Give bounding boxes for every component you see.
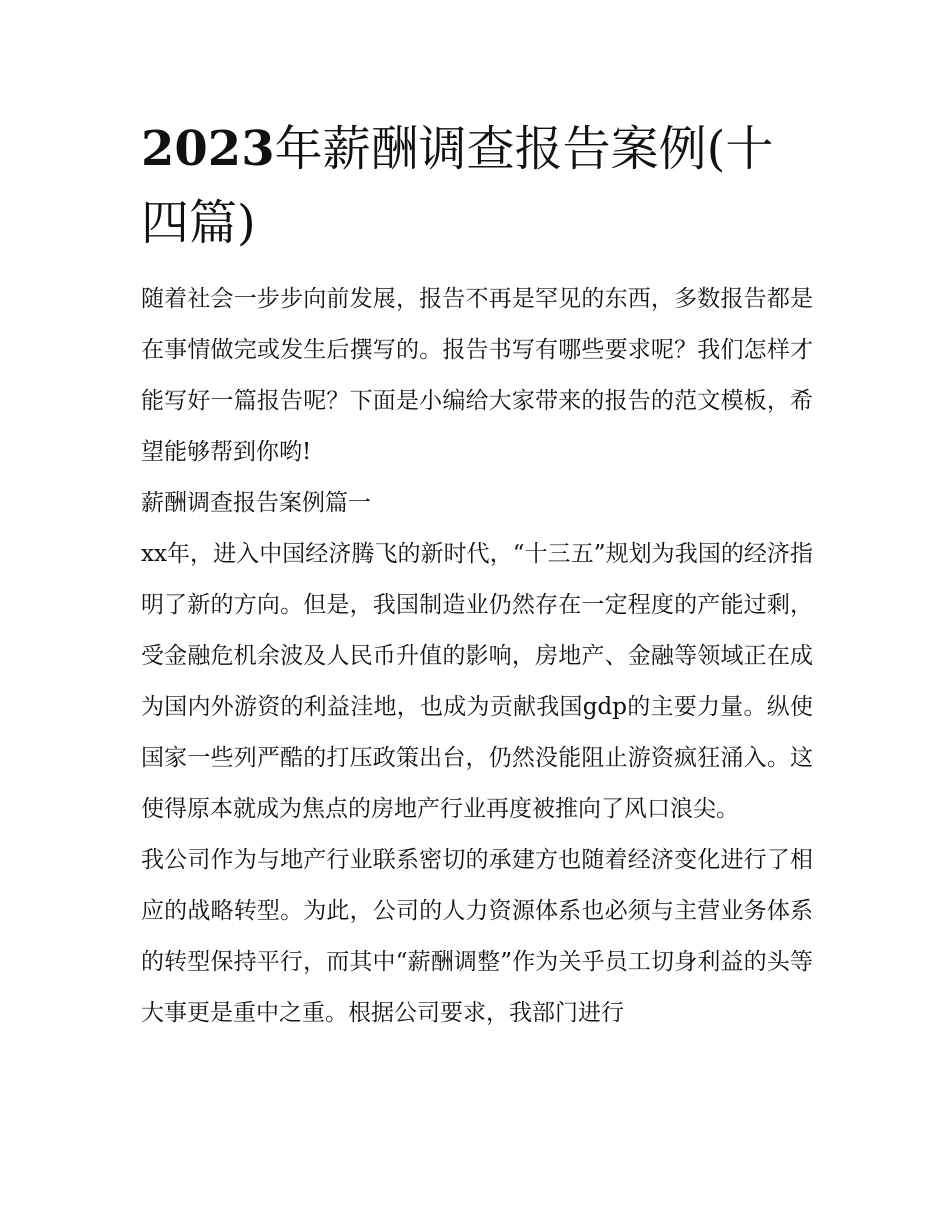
- body-paragraph-2: 我公司作为与地产行业联系密切的承建方也随着经济变化进行了相应的战略转型。为此，公司的人力资源体系也必须与主营业务体系的转型保持平行，而其中“薪酬调整”作为关乎员工切身利益的头等大事更是重中之重。根据公司要求，我部门进行: [141, 847, 813, 1026]
- intro-paragraph: 随着社会一步步向前发展，报告不再是罕见的东西，多数报告都是在事情做完或发生后撰写的。报告书写有哪些要求呢？我们怎样才能写好一篇报告呢？下面是小编给大家带来的报告的范文模板，希望能够帮到你哟!: [141, 286, 813, 465]
- document-title: [141, 112, 813, 260]
- title-text: 年薪酬调查报告案例(十四篇): [141, 121, 774, 251]
- title-year: 2023: [141, 121, 275, 177]
- section-heading: 薪酬调查报告案例篇一: [141, 490, 371, 516]
- body-paragraph-1: xx年，进入中国经济腾飞的新时代，“十三五”规划为我国的经济指明了新的方向。但是，我国制造业仍然存在一定程度的产能过剩，受金融危机余波及人民币升值的影响，房地产、金融等领域正在成为国内外游资的利益洼地，也成为贡献我国gdp的主要力量。纵使国家一些列严酷的打压政策出台，仍然没能阻止游资疯狂涌入。这使得原本就成为焦点的房地产行业再度被推向了风口浪尖。: [141, 541, 813, 822]
- document-page: [141, 112, 813, 1039]
